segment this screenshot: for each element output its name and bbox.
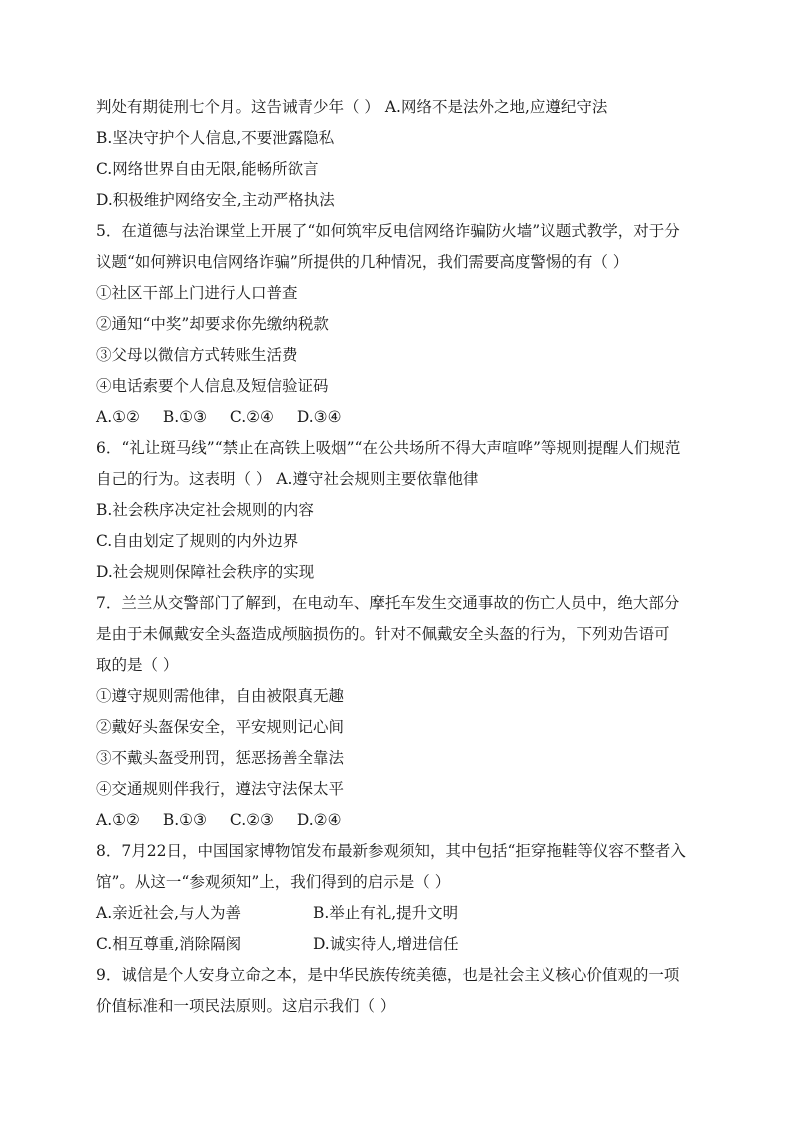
q5-choice-b: B.①③ — [162, 408, 207, 426]
q4-option-c: C.网络世界自由无限,能畅所欲言 — [96, 160, 319, 178]
q7-item-2: ②戴好头盔保安全，平安规则记心间 — [96, 718, 345, 736]
q8-stem-line-2: 馆”。从这一“参观须知”上，我们得到的启示是（ ） — [96, 873, 451, 891]
q5-item-2: ②通知“中奖”却要求你先缴纳税款 — [96, 315, 329, 333]
q7-choice-b: B.①③ — [162, 811, 207, 829]
q9-stem-line-1: 9．诚信是个人安身立命之本，是中华民族传统美德，也是社会主义核心价值观的一项 — [96, 966, 680, 984]
q8-options-row-2 — [96, 929, 706, 960]
q6-option-b: B.社会秩序决定社会规则的内容 — [96, 501, 314, 519]
q5-stem-line-2: 议题“如何辨识电信网络诈骗”所提供的几种情况，我们需要高度警惕的有（ ） — [96, 253, 629, 271]
q7-item-3: ③不戴头盔受刑罚，惩恶扬善全靠法 — [96, 749, 345, 767]
q5-item-3: ③父母以微信方式转账生活费 — [96, 346, 298, 364]
q4-stem-tail: 判处有期徒刑七个月。这告诫青少年（ ） A.网络不是法外之地,应遵纪守法 — [96, 98, 608, 116]
q8-option-b: B.举止有礼,提升文明 — [312, 904, 459, 922]
q7-stem-line-1: 7．兰兰从交警部门了解到，在电动车、摩托车发生交通事故的伤亡人员中，绝大部分 — [96, 594, 680, 612]
q6-stem-line-1: 6．“礼让斑马线”“禁止在高铁上吸烟”“在公共场所不得大声喧哗”等规则提醒人们规范 — [96, 439, 681, 457]
q4-option-d: D.积极维护网络安全,主动严格执法 — [96, 191, 335, 209]
q5-choices — [96, 402, 706, 433]
q6-option-c: C.自由划定了规则的内外边界 — [96, 532, 299, 550]
q5-choice-a: A.①② — [96, 408, 140, 426]
q5-stem-line-1: 5．在道德与法治课堂上开展了“如何筑牢反电信网络诈骗防火墙”议题式教学，对于分 — [96, 222, 680, 240]
question-content — [96, 92, 706, 1022]
q8-options-row-1 — [96, 898, 706, 929]
q5-choice-c: C.②④ — [229, 408, 274, 426]
q8-option-c: C.相互尊重,消除隔阂 — [96, 935, 242, 953]
q7-choice-c: C.②③ — [229, 811, 274, 829]
q7-choices — [96, 805, 706, 836]
q7-item-1: ①遵守规则需他律，自由被限真无趣 — [96, 687, 345, 705]
q5-choice-d: D.③④ — [296, 408, 342, 426]
q7-stem-line-2: 是由于未佩戴安全头盔造成颅脑损伤的。针对不佩戴安全头盔的行为，下列劝告语可 — [96, 625, 670, 643]
q7-choice-a: A.①② — [96, 811, 140, 829]
q8-stem-line-1: 8．7月22日，中国国家博物馆发布最新参观须知，其中包括“拒穿拖鞋等仪容不整者入 — [96, 842, 686, 860]
q8-option-a: A.亲近社会,与人为善 — [96, 904, 242, 922]
q9-stem-line-2: 价值标准和一项民法原则。这启示我们（ ） — [96, 997, 396, 1015]
q4-option-b: B.坚决守护个人信息,不要泄露隐私 — [96, 129, 335, 147]
q6-option-d: D.社会规则保障社会秩序的实现 — [96, 563, 315, 581]
q6-stem-line-2: 自己的行为。这表明（ ） A.遵守社会规则主要依靠他律 — [96, 470, 479, 488]
q5-item-4: ④电话索要个人信息及短信验证码 — [96, 377, 329, 395]
q7-item-4: ④交通规则伴我行，遵法守法保太平 — [96, 780, 345, 798]
q8-option-d: D.诚实待人,增进信任 — [312, 935, 459, 953]
q7-choice-d: D.②④ — [296, 811, 342, 829]
q5-item-1: ①社区干部上门进行人口普查 — [96, 284, 298, 302]
q7-stem-line-3: 取的是（ ） — [96, 656, 179, 674]
